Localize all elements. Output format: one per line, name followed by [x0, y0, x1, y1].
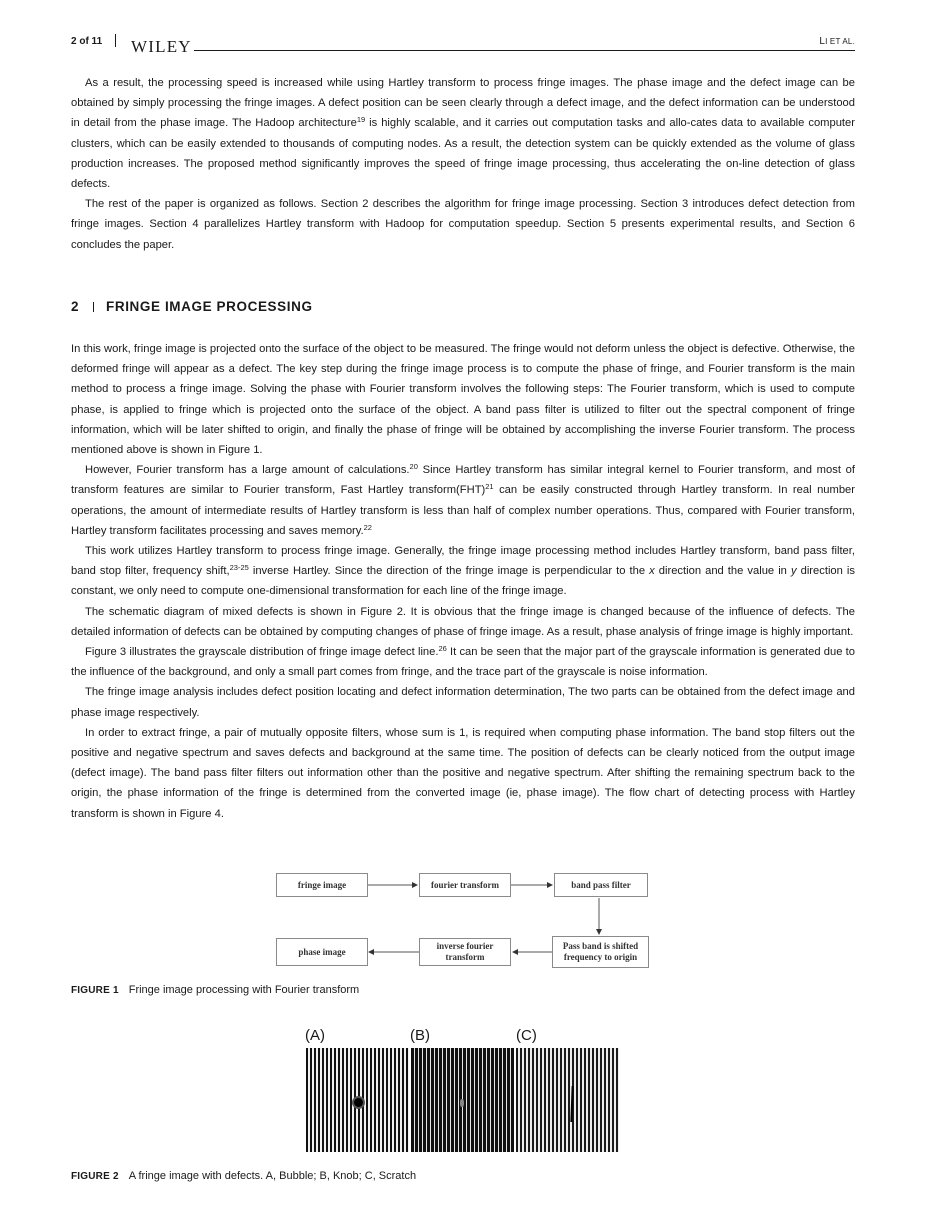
running-head-rest: I ET AL.	[825, 37, 855, 46]
fringe-panel-scratch	[516, 1048, 619, 1152]
fringe-panel-bubble	[306, 1048, 409, 1152]
p5-text-a: Figure 3 illustrates the grayscale distribution of fringe image defect line.	[85, 646, 439, 659]
section-separator	[93, 302, 94, 312]
citation-22: 22	[363, 522, 372, 532]
intro-paragraph-2: The rest of the paper is organized as follows. Section 2 describes the algorithm for fringe image processing. Section 3 introduces defect detection from fringe images. Section 4 parallelizes Hartley transform with Hadoop for computation speedup. Section 5 presents experimental results, and Section 6 concludes the paper.	[71, 198, 855, 251]
flow-box-fourier-transform: fourier transform	[419, 873, 511, 897]
figure-1-caption-text: Fringe image processing with Fourier transform	[128, 984, 360, 996]
var-y: y	[790, 565, 797, 578]
section-title: FRINGE IMAGE PROCESSING	[106, 299, 313, 314]
fringe-panel-knob	[411, 1048, 514, 1152]
shift-line-1: Pass band is shifted	[562, 941, 639, 951]
intro-paragraph-1	[71, 73, 855, 194]
figure-1-flowchart	[276, 871, 652, 969]
flow-box-inverse-fourier	[419, 938, 511, 966]
page-number: 2 of 11	[71, 36, 103, 47]
p2-text-a: However, Fourier transform has a large amount of calculations.	[85, 464, 410, 477]
intro-p1-cont: is highly scalable, and it carries out computation tasks and allo-cates data to available computer clusters, which can be easily extended to thousands of computing nodes. As a result, the detection system can be quickly extended as the volume of glass production increases. The proposed method significantly improves the speed of fringe image processing, thus accelerating the on-line detection of glass defects.	[71, 117, 855, 191]
knob-defect	[460, 1099, 464, 1107]
body-paragraph-1: In this work, fringe image is projected onto the surface of the object to be measured. The fringe would not deform unless the object is defective. Otherwise, the deformed fringe will appear as a defect. The key step during the fringe image process is to compute the phase of fringe, and Fourier transform is the main method to process a fringe image. Solving the phase with Fourier transform involves the following steps: The Fourier transform, which is used to compute phase, is applied to fringe which is projected onto the surface of the object. A band pass filter is utilized to filter out the spectral component of fringe information, which will be later shifted to origin, and finally the phase of fringe will be obtained by accomplishing the inverse Fourier transform. The process mentioned above is shown in Figure 1.	[71, 343, 855, 457]
panel-label-a: (A)	[305, 1027, 325, 1044]
header-rule	[131, 50, 855, 51]
var-x: x	[649, 565, 655, 578]
p3-text-a: This work utilizes Hartley transform to process fringe image. Generally, the fringe image processing method includes Hartley transform, band pass filter, band stop filter, frequency shift,	[71, 545, 855, 578]
figure-1-label: FIGURE 1	[71, 985, 119, 996]
section-body	[71, 339, 855, 824]
panel-label-b: (B)	[410, 1027, 430, 1044]
inverse-line-1: inverse fourier	[436, 941, 494, 951]
body-paragraph-4: The schematic diagram of mixed defects is shown in Figure 2. It is obvious that the fringe image is changed because of the influence of defects. The detailed information of defects can be obtained by computing changes of phase of fringe image. As a result, phase analysis of fringe image is highly important.	[71, 605, 855, 638]
header-separator	[115, 34, 116, 47]
figure-2-caption-text: A fringe image with defects. A, Bubble; B, Knob; C, Scratch	[128, 1170, 417, 1182]
bubble-defect	[354, 1098, 363, 1107]
p3-text-b: inverse Hartley. Since the direction of the fringe image is perpendicular to the	[248, 565, 650, 578]
shift-line-2: frequency to origin	[563, 952, 638, 962]
flow-box-fringe-image: fringe image	[276, 873, 368, 897]
p5-text-b: It can be seen that the major part of the grayscale information is generated due to the influence of the background, and only a small part comes from fringe, and the trace part of the grayscale is noise information.	[71, 646, 855, 679]
flow-box-band-pass-filter: band pass filter	[554, 873, 648, 897]
running-head-authors	[819, 36, 855, 47]
scratch-defect	[570, 1086, 573, 1122]
citation-26: 26	[438, 644, 447, 654]
journal-logo: WILEY	[131, 37, 192, 56]
flow-box-phase-image: phase image	[276, 938, 368, 966]
section-heading	[71, 299, 313, 314]
citation-19: 19	[356, 115, 366, 125]
running-header	[71, 34, 855, 56]
body-paragraph-5	[71, 642, 855, 682]
body-paragraph-3	[71, 541, 855, 602]
citation-21: 21	[485, 482, 494, 492]
citation-23-25: 23-25	[229, 563, 249, 573]
p3-text-d: direction is constant, we only need to compute one-dimensional transformation for each line of the fringe image.	[71, 565, 856, 598]
body-paragraph-7: In order to extract fringe, a pair of mutually opposite filters, whose sum is 1, is required when computing phase information. The band stop filters out the positive and negative spectrum and saves defects and background at the same time. The position of defects can be clearly noticed from the output image (defect image). The band pass filter filters out information other than the positive and negative spectrum. After shifting the remaining spectrum back to the origin, the phase information of the fringe is determined from the converted image (ie, phase image). The flow chart of detecting process with Hartley transform is shown in Figure 4.	[71, 726, 855, 820]
figure-2-caption	[71, 1170, 416, 1182]
p2-text-b: Since Hartley transform has similar integral kernel to Fourier transform, and most of transform features are similar to Fourier transform, Fast Hartley transform(FHT)	[71, 464, 855, 497]
intro-text	[71, 73, 855, 255]
running-head-initial: L	[819, 36, 826, 47]
panel-label-c: (C)	[516, 1027, 537, 1044]
flow-box-shift-origin	[552, 936, 649, 968]
figure-1-caption	[71, 984, 359, 996]
body-paragraph-2	[71, 460, 855, 541]
p3-text-c: direction and the value in	[654, 565, 791, 578]
inverse-line-2: transform	[445, 952, 485, 962]
intro-p1-text: As a result, the processing speed is increased while using Hartley transform to process fringe images. The phase image and the defect image can be obtained by simply processing the fringe images. A defect position can be seen clearly through a defect image, and the defect information can be understood in detail from the phase image. The Hadoop architecture	[71, 77, 855, 130]
citation-20: 20	[409, 462, 418, 472]
section-number: 2	[71, 299, 80, 314]
figure-2-label: FIGURE 2	[71, 1171, 119, 1182]
body-paragraph-6: The fringe image analysis includes defect position locating and defect information determination, The two parts can be obtained from the defect image and phase image respectively.	[71, 686, 855, 719]
p2-text-c: can be easily constructed through Hartley transform. In real number operations, the amount of intermediate results of Hartley transform is less than half of complex number operations. Thus, compared with Fourier transform, Hartley transform facilitates processing and saves memory.	[71, 484, 856, 537]
